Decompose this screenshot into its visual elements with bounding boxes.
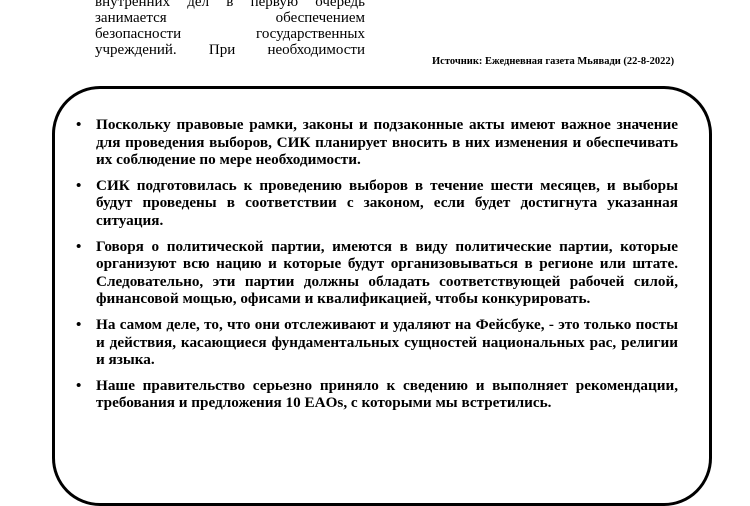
bullet-item: [76, 176, 678, 230]
bullet-text: СИК подготовилась к проведению выборов в течение шести месяцев, и выборы будут проведены в соответствии с законом, если будет достигнута указанная ситуация.: [96, 176, 678, 229]
bullet-text: На самом деле, то, что они отслеживают и удаляют на Фейсбуке, - это только посты и действия, касающиеся фундаментальных сущностей национальных рас, религии и языка.: [96, 315, 678, 369]
column-text-line: внутренних дел в первую очередь: [95, 0, 365, 10]
bullet-dot-icon: •: [76, 315, 82, 333]
column-text-line: занимается обеспечением: [95, 10, 365, 26]
bullet-item: [76, 116, 678, 169]
bullet-dot-icon: •: [76, 116, 82, 133]
bullet-dot-icon: •: [76, 176, 82, 194]
source-caption: Источник: Ежедневная газета Мьявади (22-8-2022): [432, 56, 675, 67]
bullet-item: [76, 237, 678, 308]
bullet-dot-icon: •: [76, 376, 82, 394]
bullet-dot-icon: •: [76, 237, 82, 255]
column-text-fragment: [95, 0, 365, 58]
bullet-list: [76, 116, 678, 420]
bullet-text: Поскольку правовые рамки, законы и подзаконные акты имеют важное значение для проведения выборов, СИК планирует вносить в них изменения и обеспечивать их соблюдение по мере необходимости.: [96, 116, 678, 169]
bullet-item: [76, 376, 678, 412]
column-text-line: учреждений. При необходимости: [95, 42, 365, 58]
bullet-text: Говоря о политической партии, имеются в виду политические партии, которые организуют всю нацию и которые будут организовываться в регионе или штате. Следовательно, эти партии должны обладать соответствующей рабочей силой, финансовой мощью, офисами и квалификацией, чтобы конкурировать.: [96, 237, 678, 308]
column-text-line: безопасности государственных: [95, 26, 365, 42]
bullet-text: Наше правительство серьезно приняло к сведению и выполняет рекомендации, требования и предложения 10 EAOs, с которыми мы встретились.: [96, 376, 678, 412]
bullet-item: [76, 315, 678, 369]
